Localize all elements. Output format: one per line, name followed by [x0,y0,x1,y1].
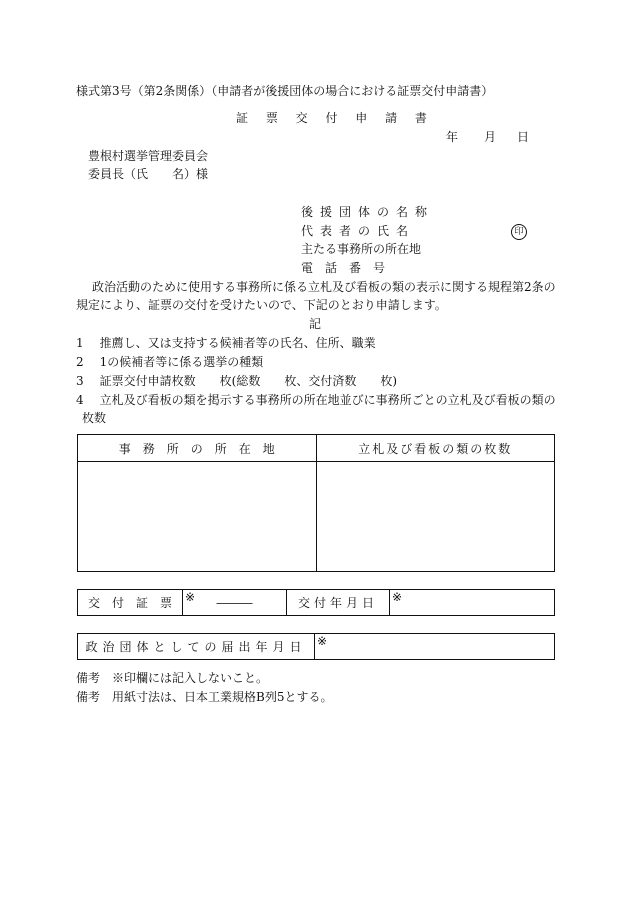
sign-count-header: 立札及び看板の類の枚数 [316,435,554,462]
sign-count-cell[interactable] [316,462,554,572]
form-header: 様式第3号（第2条関係）（申請者が後援団体の場合における証票交付申請書） [76,84,494,98]
item-number: 4 [76,393,84,407]
reference-mark-icon: ※ [317,634,328,648]
note-1 [76,670,268,686]
note-text: ※印欄には記入しないこと。 [112,671,269,685]
item-text: 証票交付申請枚数 枚(総数 枚、交付済数 枚) [99,374,398,388]
date-day-label: 日 [517,130,530,144]
political-group-table [77,633,555,660]
issue-date-label: 交付年月日 [287,590,390,616]
recipient-committee: 豊根村選挙管理委員会 [88,149,209,163]
item-number: 3 [76,374,84,388]
note-text: 用紙寸法は、日本工業規格B列5とする。 [112,690,333,704]
recipient-chair: 委員長（氏 名）様 [88,167,209,181]
reference-mark-icon: ※ [392,590,403,604]
issue-date-cell [390,590,555,616]
office-sign-table [77,434,555,572]
issue-cert-dash: ――― [216,595,253,610]
seal-icon: 印 [511,224,527,240]
office-address-cell[interactable] [78,462,317,572]
issue-cert-label: 交 付 証 票 [78,590,183,616]
item-4-continuation: 枚数 [82,411,107,425]
item-2 [76,354,263,370]
office-address-label: 主たる事務所の所在地 [301,242,422,256]
item-number: 2 [76,355,84,369]
item-text: 1の候補者等に係る選挙の種類 [99,355,264,369]
body-line-1: 政治活動のために使用する事務所に係る立札及び看板の類の表示に関する規程第2条の [92,280,556,294]
phone-label: 電 話 番 号 [301,261,386,275]
form-title: 証 票 交 付 申 請 書 [236,111,434,125]
item-1 [76,335,376,351]
item-text: 立札及び看板の類を掲示する事務所の所在地並びに事務所ごとの立札及び看板の類の [99,393,556,407]
political-group-date-cell [315,634,555,660]
date-year-label: 年 [446,130,459,144]
date-month-label: 月 [484,130,497,144]
item-text: 推薦し、又は支持する候補者等の氏名、住所、職業 [99,336,376,350]
rep-name-label: 代表者の氏名 [301,224,416,238]
ki-label: 記 [309,317,322,331]
note-label: 備考 [76,690,101,704]
office-address-header: 事 務 所 の 所 在 地 [78,435,317,462]
item-4 [76,392,556,408]
item-number: 1 [76,336,84,350]
item-3 [76,373,397,389]
reference-mark-icon: ※ [185,590,196,604]
issue-cert-cell [183,590,287,616]
political-group-label: 政治団体としての届出年月日 [78,634,315,660]
note-label: 備考 [76,671,101,685]
body-line-2: 規定により、証票の交付を受けたいので、下記のとおり申請します。 [76,298,447,312]
issue-table [77,589,555,616]
seal-mark [511,222,527,240]
group-name-label: 後援団体の名称 [301,205,435,219]
note-2 [76,689,332,705]
